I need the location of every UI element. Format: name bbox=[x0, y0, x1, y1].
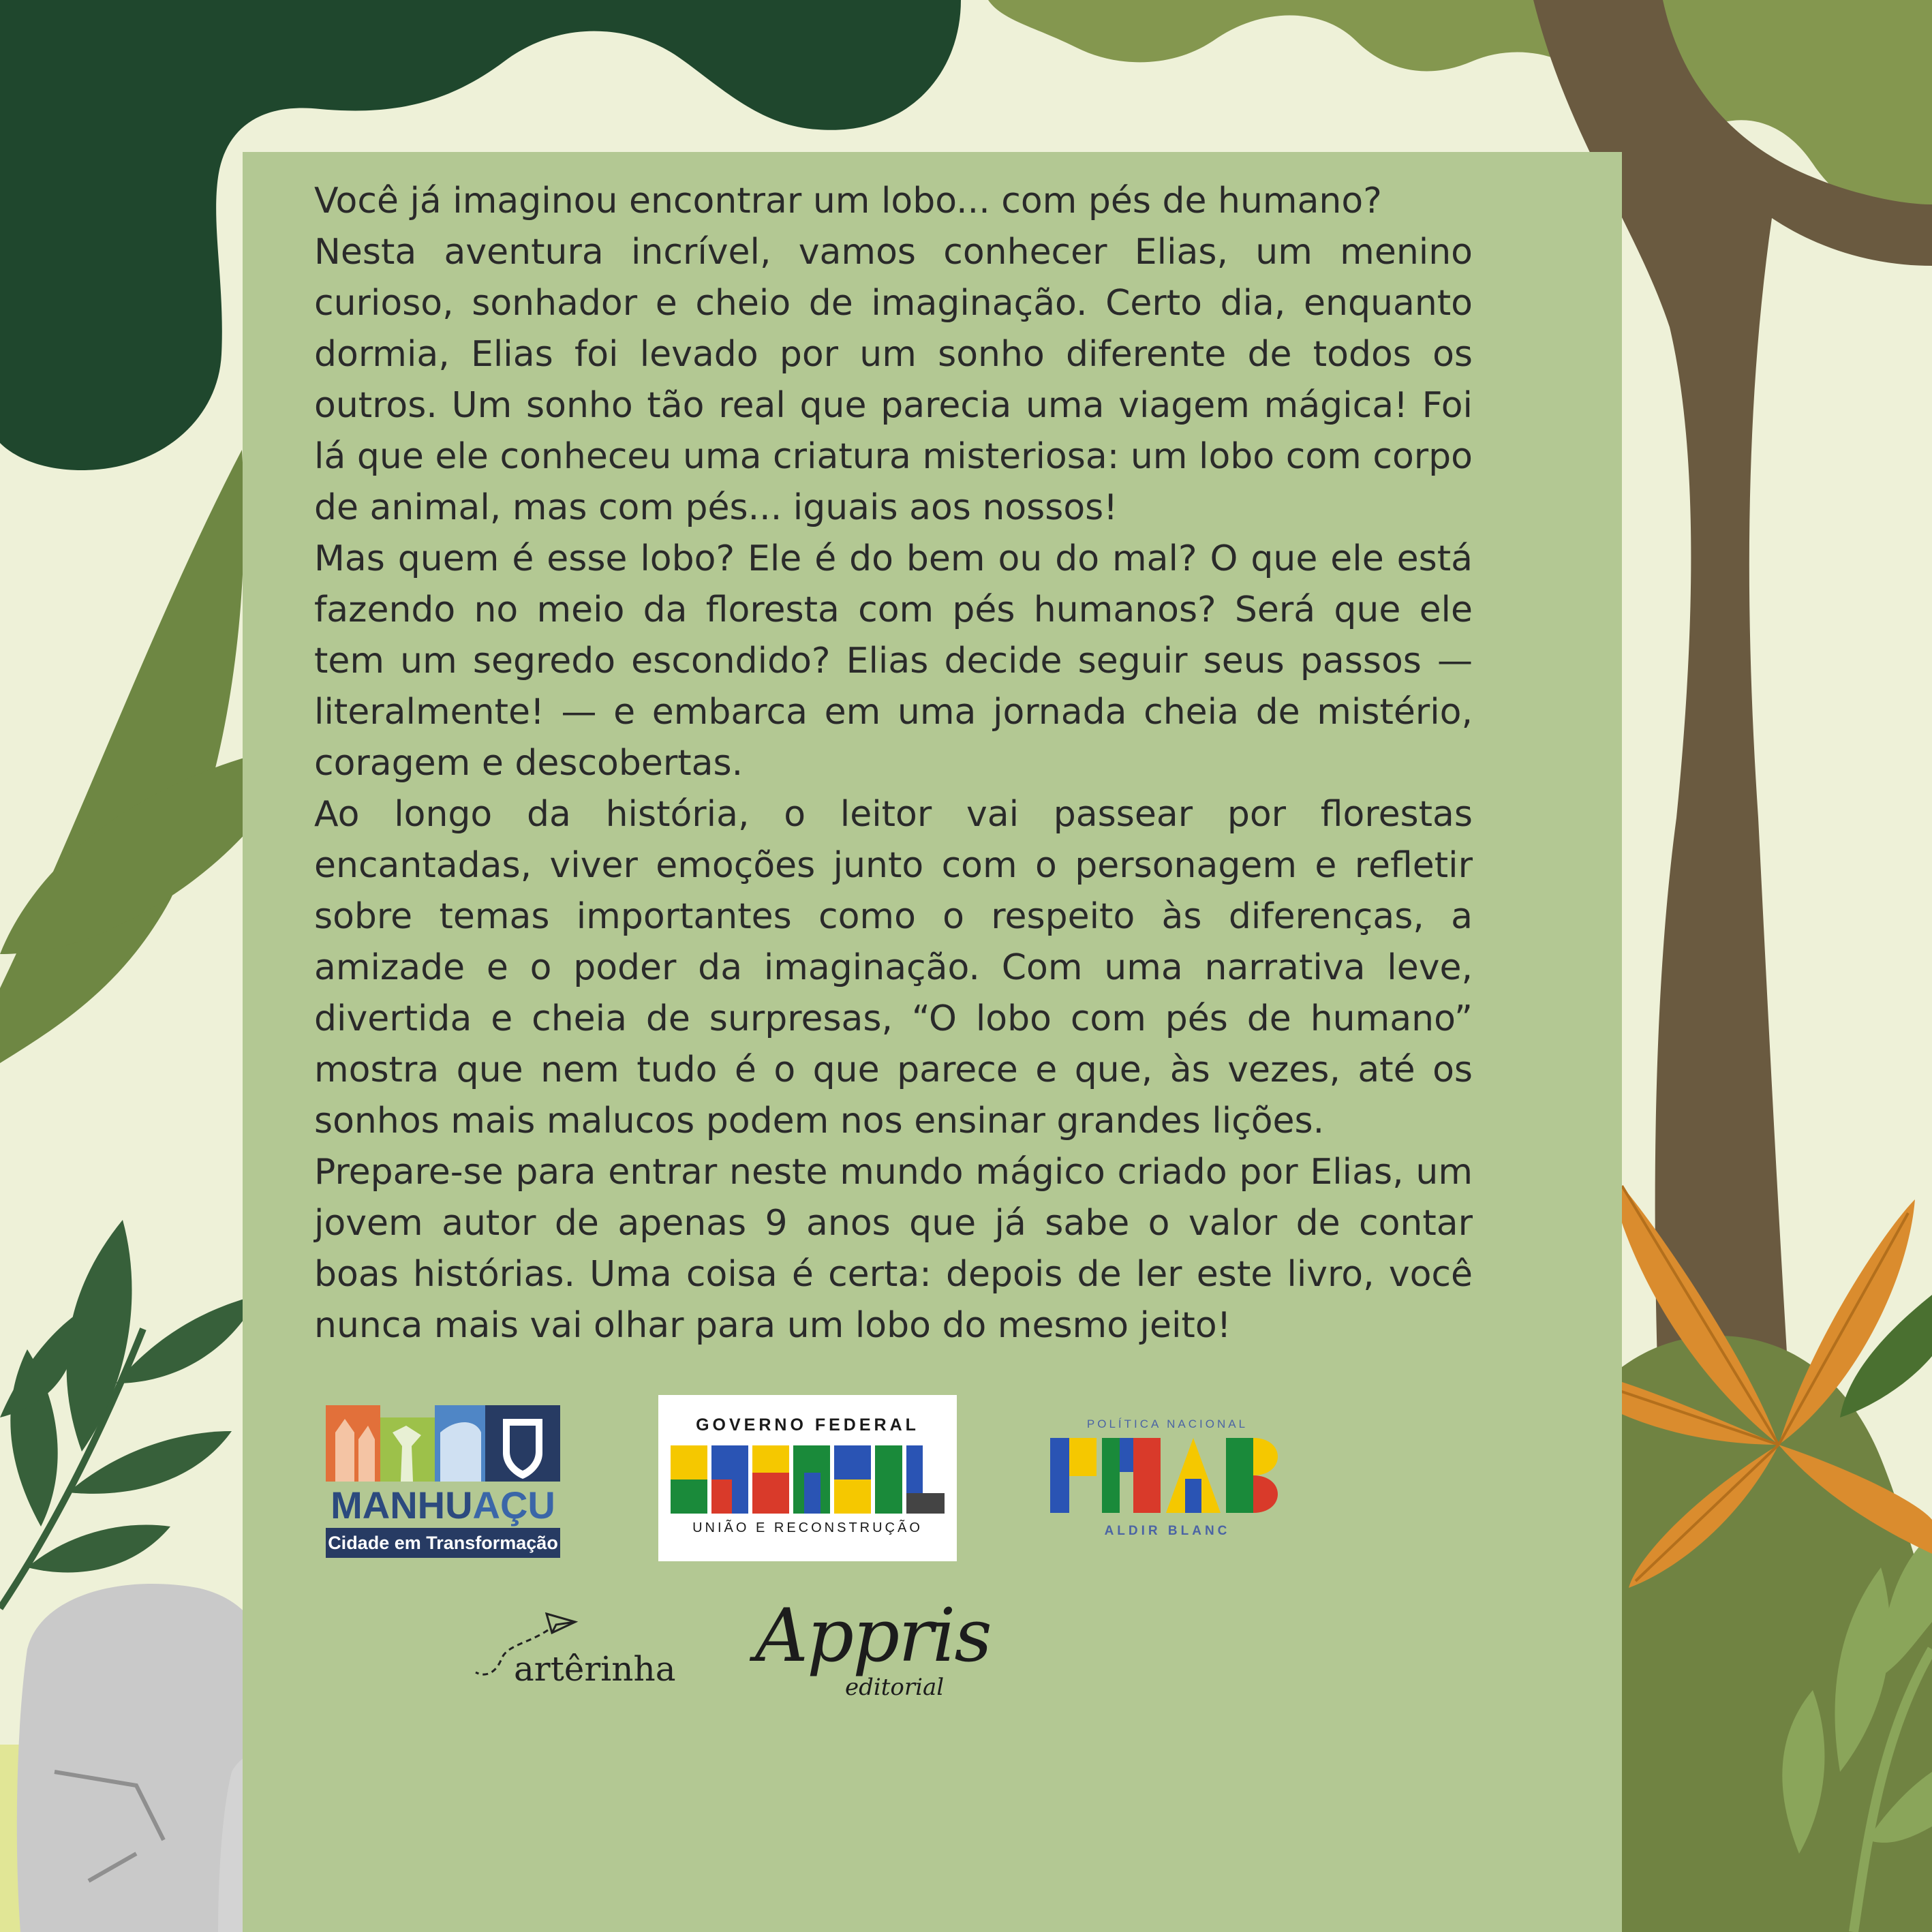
manhuacu-name bbox=[326, 1484, 560, 1527]
paragraph: Prepare-se para entrar neste mundo mágico criado por Elias, um jovem autor de apenas 9 anos que já sabe o valor de contar boas histórias. Uma coisa é certa: depois de ler este livro, você nunca mais vai olhar para um lobo do mesmo jeito! bbox=[314, 1152, 1473, 1346]
manhuacu-tagline: Cidade em Transformação bbox=[326, 1528, 560, 1558]
arterinha-wordmark: artêrinha bbox=[514, 1649, 676, 1689]
brasil-wordmark bbox=[671, 1445, 945, 1514]
governo-federal-logo bbox=[658, 1395, 957, 1561]
manhuacu-logo bbox=[326, 1405, 560, 1558]
governo-federal-title: GOVERNO FEDERAL bbox=[696, 1415, 919, 1435]
back-cover-text bbox=[314, 176, 1473, 1351]
paragraph: Mas quem é esse lobo? Ele é do bem ou do mal? O que ele está fazendo no meio da floresta com pés humanos? Será que ele tem um segredo escondido? Elias decide seguir seus passos — literalmente! — e embarca em uma jornada cheia de mistério, coragem e descobertas. bbox=[314, 538, 1473, 784]
appris-subtitle: editorial bbox=[845, 1674, 945, 1701]
paragraph: Você já imaginou encontrar um lobo... com pés de humano? bbox=[314, 181, 1382, 221]
pnab-wordmark bbox=[1050, 1438, 1286, 1513]
paragraph: Ao longo da história, o leitor vai passear por florestas encantadas, viver emoções junto com o personagem e refletir sobre temas importantes como o respeito às diferenças, a amizade e o poder da imaginação. Com uma narrativa leve, divertida e cheia de surpresas, “O lobo com pés de humano” mostra que nem tudo é o que parece e que, às vezes, até os sonhos mais malucos podem nos ensinar grandes lições. bbox=[314, 794, 1473, 1141]
governo-federal-slogan: UNIÃO E RECONSTRUÇÃO bbox=[692, 1520, 923, 1535]
pnab-logo bbox=[1046, 1417, 1289, 1544]
manhuacu-city-icons bbox=[326, 1405, 560, 1482]
pnab-title: POLÍTICA NACIONAL bbox=[1086, 1417, 1248, 1430]
appris-logo bbox=[755, 1593, 991, 1709]
arterinha-logo bbox=[466, 1610, 714, 1691]
paragraph: Nesta aventura incrível, vamos conhecer Elias, um menino curioso, sonhador e cheio de imaginação. Certo dia, enquanto dormia, Elias foi levado por um sonho diferente de todos os outros. Um sonho tão real que parecia uma viagem mágica! Foi lá que ele conheceu uma criatura misteriosa: um lobo com corpo de animal, mas com pés... iguais aos nossos! bbox=[314, 232, 1473, 528]
manhuacu-name-part2: AÇU bbox=[472, 1484, 555, 1527]
appris-wordmark: Appris bbox=[755, 1593, 991, 1678]
manhuacu-name-part1: MANHU bbox=[331, 1484, 473, 1527]
pnab-subtitle: ALDIR BLANC bbox=[1104, 1524, 1231, 1538]
